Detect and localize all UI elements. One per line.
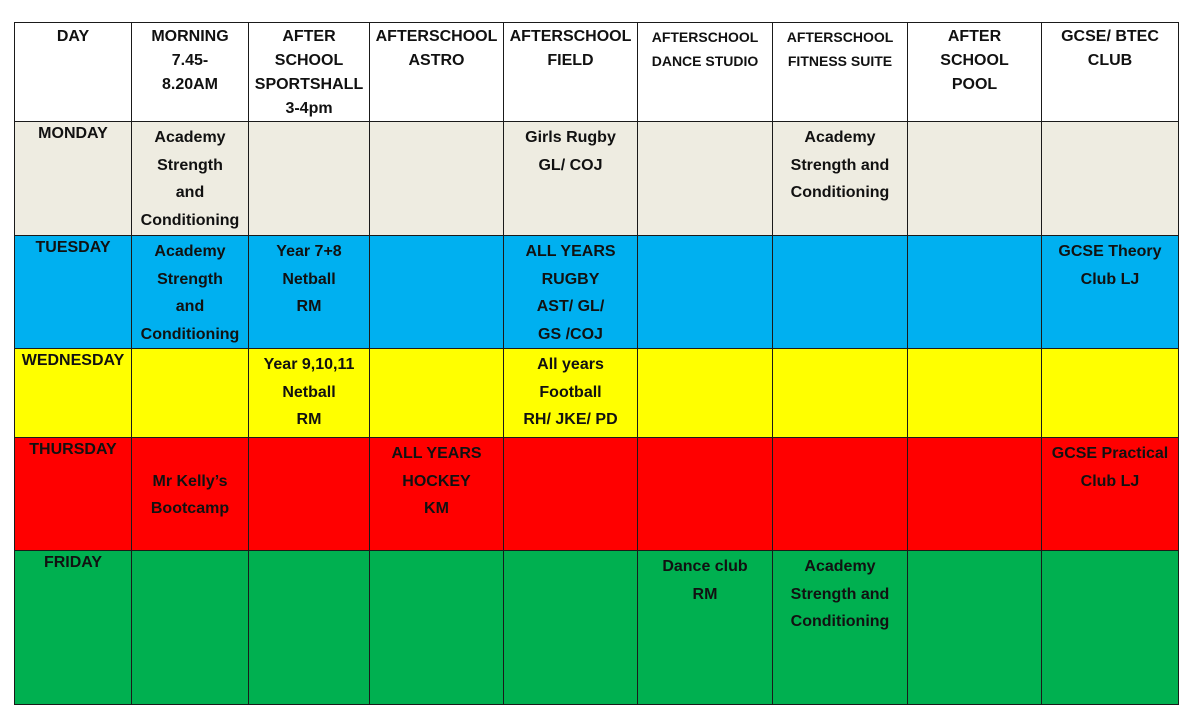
day-label: TUESDAY bbox=[15, 236, 132, 349]
cell-fitness-suite bbox=[773, 349, 908, 438]
cell-field: Girls Rugby GL/ COJ bbox=[504, 122, 638, 236]
cell-fitness-suite: Academy Strength and Conditioning bbox=[773, 551, 908, 705]
cell-astro bbox=[370, 236, 504, 349]
header-pool: AFTER SCHOOL POOL bbox=[908, 23, 1042, 122]
day-label: FRIDAY bbox=[15, 551, 132, 705]
cell-morning: Mr Kelly’s Bootcamp bbox=[132, 438, 249, 551]
cell-morning bbox=[132, 551, 249, 705]
header-field: AFTERSCHOOL FIELD bbox=[504, 23, 638, 122]
cell-astro bbox=[370, 551, 504, 705]
cell-pool bbox=[908, 438, 1042, 551]
cell-field: ALL YEARS RUGBY AST/ GL/ GS /COJ bbox=[504, 236, 638, 349]
cell-gcse-btec: GCSE Theory Club LJ bbox=[1042, 236, 1179, 349]
cell-morning: Academy Strength and Conditioning bbox=[132, 122, 249, 236]
header-astro: AFTERSCHOOL ASTRO bbox=[370, 23, 504, 122]
cell-pool bbox=[908, 551, 1042, 705]
cell-pool bbox=[908, 122, 1042, 236]
cell-pool bbox=[908, 349, 1042, 438]
cell-astro: ALL YEARS HOCKEY KM bbox=[370, 438, 504, 551]
cell-dance-studio bbox=[638, 236, 773, 349]
cell-dance-studio bbox=[638, 349, 773, 438]
day-label: MONDAY bbox=[15, 122, 132, 236]
row-monday bbox=[15, 122, 1179, 236]
cell-field bbox=[504, 438, 638, 551]
header-gcse-btec: GCSE/ BTEC CLUB bbox=[1042, 23, 1179, 122]
header-sportshall: AFTER SCHOOL SPORTSHALL 3-4pm bbox=[249, 23, 370, 122]
row-thursday bbox=[15, 438, 1179, 551]
cell-field bbox=[504, 551, 638, 705]
clubs-timetable bbox=[14, 22, 1179, 705]
cell-gcse-btec bbox=[1042, 122, 1179, 236]
row-wednesday bbox=[15, 349, 1179, 438]
cell-fitness-suite bbox=[773, 236, 908, 349]
row-tuesday bbox=[15, 236, 1179, 349]
cell-astro bbox=[370, 349, 504, 438]
cell-pool bbox=[908, 236, 1042, 349]
day-label: THURSDAY bbox=[15, 438, 132, 551]
cell-sportshall: Year 9,10,11 Netball RM bbox=[249, 349, 370, 438]
header-fitness-suite: AFTERSCHOOL FITNESS SUITE bbox=[773, 23, 908, 122]
cell-dance-studio: Dance club RM bbox=[638, 551, 773, 705]
header-dance-studio: AFTERSCHOOL DANCE STUDIO bbox=[638, 23, 773, 122]
cell-fitness-suite: Academy Strength and Conditioning bbox=[773, 122, 908, 236]
cell-sportshall: Year 7+8 Netball RM bbox=[249, 236, 370, 349]
header-row bbox=[15, 23, 1179, 122]
cell-sportshall bbox=[249, 122, 370, 236]
cell-gcse-btec bbox=[1042, 551, 1179, 705]
cell-morning bbox=[132, 349, 249, 438]
header-morning: MORNING 7.45- 8.20AM bbox=[132, 23, 249, 122]
cell-sportshall bbox=[249, 551, 370, 705]
cell-gcse-btec bbox=[1042, 349, 1179, 438]
cell-gcse-btec: GCSE Practical Club LJ bbox=[1042, 438, 1179, 551]
cell-field: All years Football RH/ JKE/ PD bbox=[504, 349, 638, 438]
cell-morning: Academy Strength and Conditioning bbox=[132, 236, 249, 349]
cell-astro bbox=[370, 122, 504, 236]
row-friday bbox=[15, 551, 1179, 705]
header-day: DAY bbox=[15, 23, 132, 122]
day-label: WEDNESDAY bbox=[15, 349, 132, 438]
cell-sportshall bbox=[249, 438, 370, 551]
cell-dance-studio bbox=[638, 122, 773, 236]
cell-dance-studio bbox=[638, 438, 773, 551]
cell-fitness-suite bbox=[773, 438, 908, 551]
